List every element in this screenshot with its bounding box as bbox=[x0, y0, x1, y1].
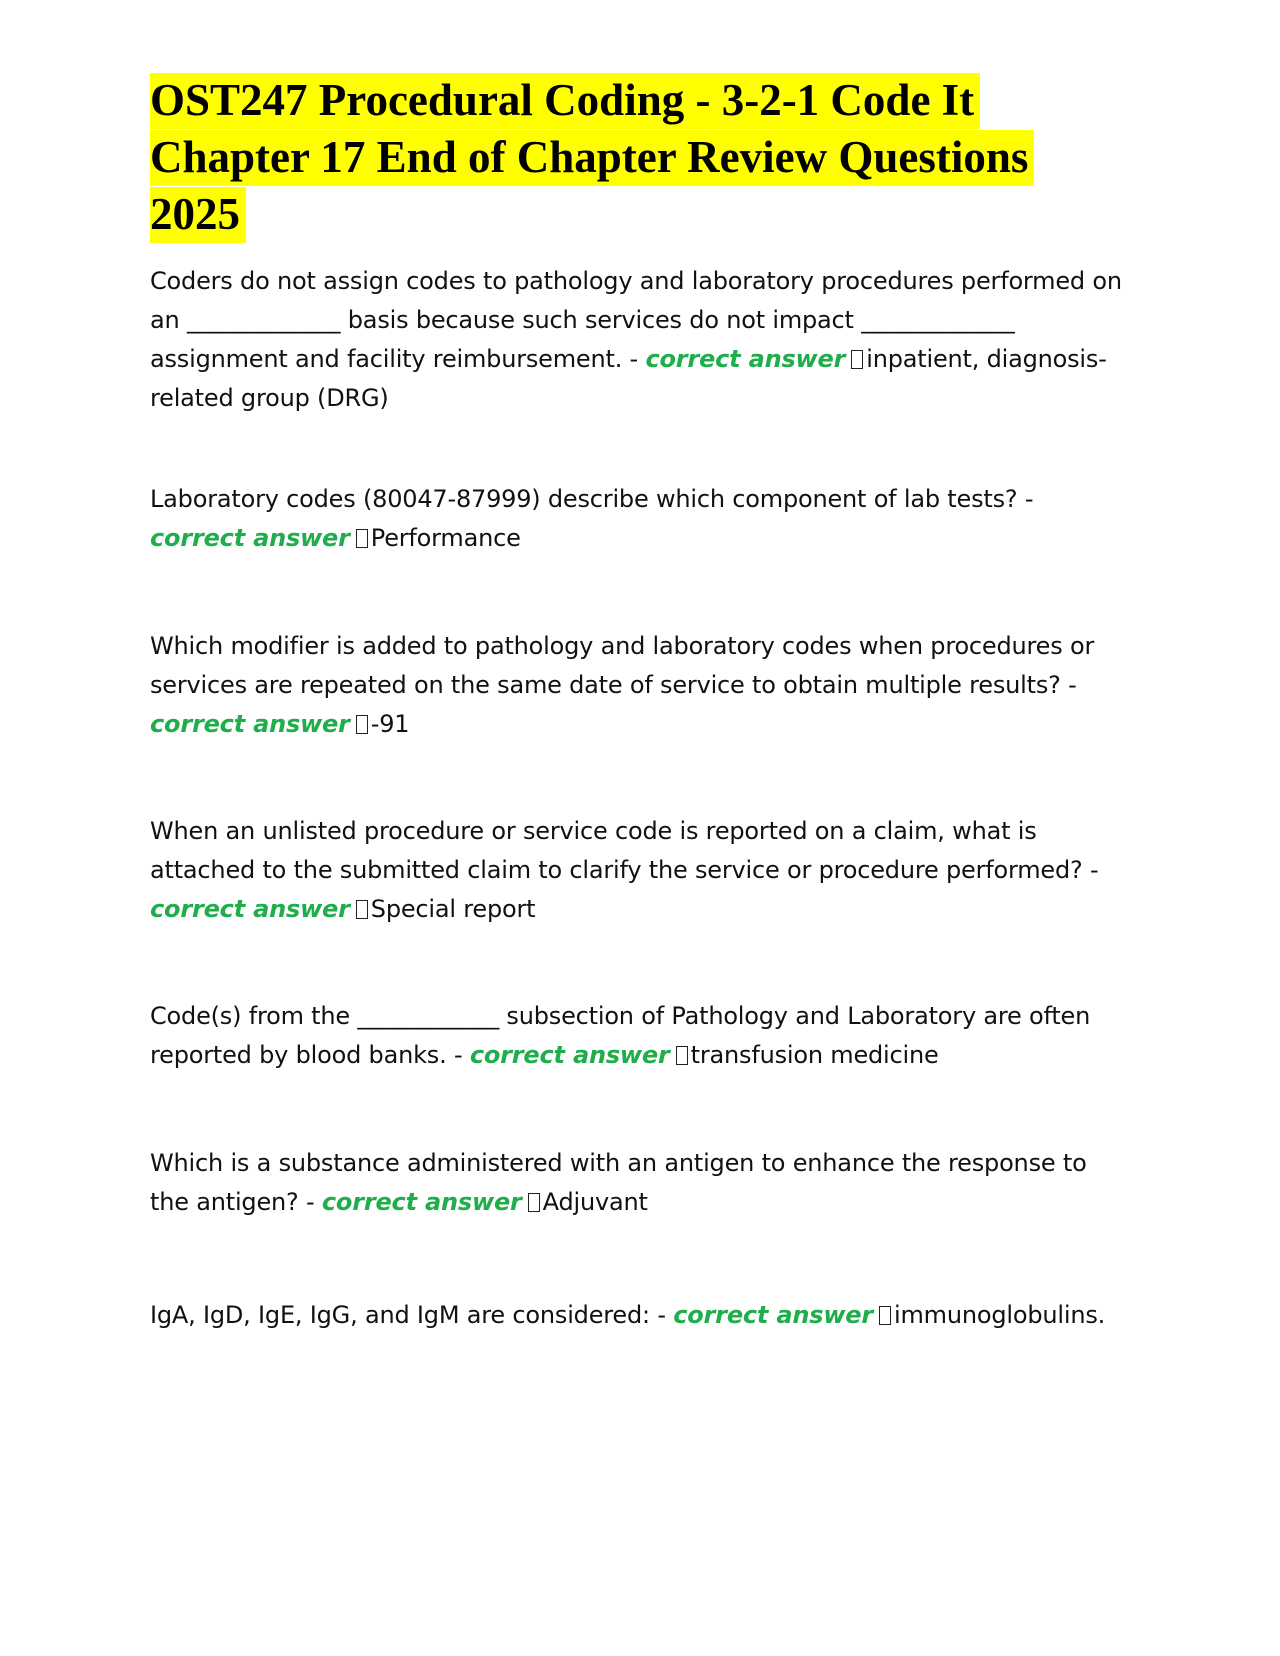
qa-item-4 bbox=[150, 812, 1130, 929]
qa-item-3 bbox=[150, 627, 1130, 744]
answer-text: inpatient, diagnosis-related group (DRG) bbox=[150, 345, 1107, 412]
answer-text: immunoglobulins. bbox=[894, 1301, 1106, 1329]
question-text: Coders do not assign codes to pathology and laboratory procedures performed on an _____________ basis because such services do not impact _____________ assignment and facility reimbursement. - bbox=[150, 267, 1122, 373]
answer-text: Adjuvant bbox=[542, 1188, 648, 1216]
title-highlight: OST247 Procedural Coding - 3-2-1 Code It Chapter 17 End of Chapter Review Questions 2025 bbox=[150, 73, 1034, 243]
document-page bbox=[150, 72, 1130, 1329]
answer-text: -91 bbox=[370, 710, 410, 738]
missing-glyph-box-icon bbox=[528, 1193, 540, 1212]
correct-answer-label: correct answer bbox=[150, 710, 350, 738]
missing-glyph-box-icon bbox=[851, 350, 863, 369]
question-text: When an unlisted procedure or service code is reported on a claim, what is attached to the submitted claim to clarify the service or procedure performed? - bbox=[150, 817, 1099, 884]
missing-glyph-box-icon bbox=[356, 715, 368, 734]
qa-item-5 bbox=[150, 997, 1130, 1075]
question-text: Which is a substance administered with an antigen to enhance the response to the antigen? - bbox=[150, 1149, 1087, 1216]
answer-text: transfusion medicine bbox=[690, 1041, 939, 1069]
qa-item-6 bbox=[150, 1144, 1130, 1222]
question-text: IgA, IgD, IgE, IgG, and IgM are considered: - bbox=[150, 1301, 666, 1329]
correct-answer-label: correct answer bbox=[645, 345, 846, 373]
qa-item-1 bbox=[150, 262, 1130, 418]
answer-text: Performance bbox=[370, 524, 521, 552]
correct-answer-label: correct answer bbox=[321, 1188, 522, 1216]
correct-answer-label: correct answer bbox=[150, 895, 350, 923]
missing-glyph-box-icon bbox=[356, 529, 368, 548]
correct-answer-label: correct answer bbox=[469, 1041, 670, 1069]
qa-item-7 bbox=[150, 1296, 1130, 1335]
question-text: Which modifier is added to pathology and laboratory codes when procedures or services are repeated on the same date of service to obtain multiple results? - bbox=[150, 632, 1095, 699]
qa-item-2 bbox=[150, 480, 1130, 558]
question-text: Laboratory codes (80047-87999) describe which component of lab tests? - bbox=[150, 485, 1034, 513]
missing-glyph-box-icon bbox=[676, 1046, 688, 1065]
question-text: Code(s) from the ____________ subsection of Pathology and Laboratory are often reported by blood banks. - bbox=[150, 1002, 1091, 1069]
correct-answer-label: correct answer bbox=[150, 524, 350, 552]
correct-answer-label: correct answer bbox=[673, 1301, 874, 1329]
missing-glyph-box-icon bbox=[356, 900, 368, 919]
answer-text: Special report bbox=[370, 895, 536, 923]
missing-glyph-box-icon bbox=[879, 1306, 891, 1325]
document-title bbox=[150, 72, 1090, 243]
